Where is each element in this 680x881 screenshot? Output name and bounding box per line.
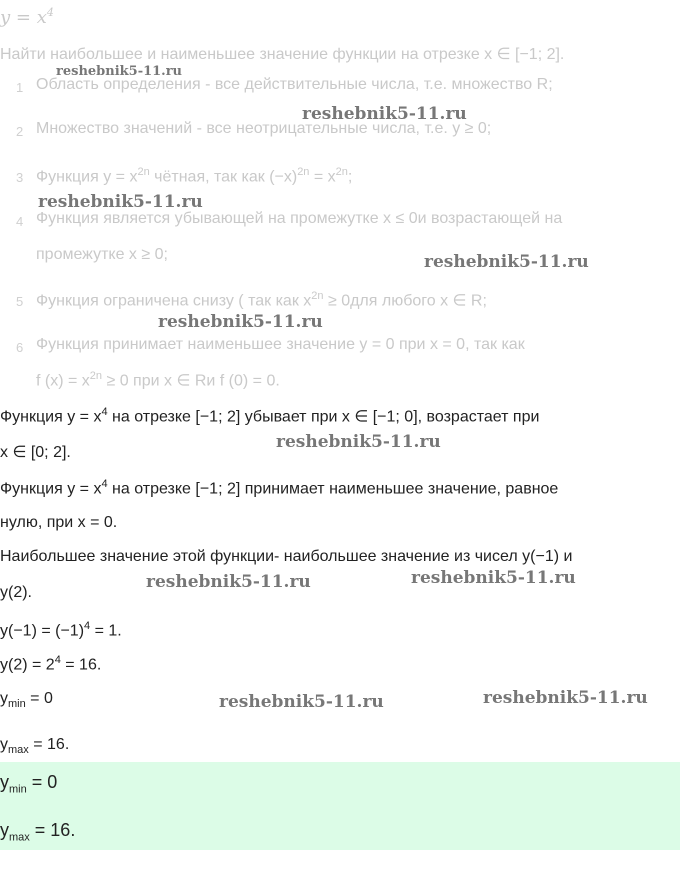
- task-statement: Найти наибольшее и наименьшее значение функции на отрезке x ∈ [−1; 2].: [0, 46, 565, 63]
- step-number: 5: [16, 294, 24, 309]
- watermark: reshebnik5-11.ru: [146, 572, 311, 592]
- watermark: reshebnik5-11.ru: [424, 252, 589, 272]
- step-text-cont: промежутке x ≥ 0;: [36, 246, 168, 263]
- step-text: Функция ограничена снизу ( так как $x^{2n} \ge 0для$ любого x ∈ R;: [36, 290, 487, 310]
- watermark: reshebnik5-11.ru: [483, 688, 648, 708]
- paragraph-2-cont: нулю, при x = 0.: [0, 514, 118, 531]
- ymin-result: $y_{min} = 0$: [0, 690, 53, 711]
- watermark: reshebnik5-11.ru: [56, 64, 183, 79]
- paragraph-3: Наибольшее значение этой функции- наибольшее значение из чисел y(−1) и: [0, 548, 573, 565]
- header-formula: $y = x^4$: [0, 6, 54, 28]
- paragraph-2: Функция $y = x^4$ на отрезке [−1; 2] принимает наименьшее значение, равное: [0, 478, 559, 498]
- watermark: reshebnik5-11.ru: [219, 692, 384, 712]
- paragraph-1: Функция $y = x^4$ на отрезке [−1; 2] убывает при x ∈ [−1; 0], возрастает при: [0, 406, 540, 426]
- ymax-result: $y_{max} = 16$.: [0, 736, 70, 757]
- step-number: 3: [16, 170, 24, 185]
- paragraph-3-cont: y(2).: [0, 584, 32, 601]
- watermark: reshebnik5-11.ru: [411, 568, 576, 588]
- step-text: Область определения - все действительные числа, т.е. множество R;: [36, 76, 553, 93]
- step-text: Функция является убывающей на промежутке x ≤ 0и возрастающей на: [36, 210, 563, 227]
- step-number: 2: [16, 124, 24, 139]
- step-number: 1: [16, 80, 24, 95]
- answer-ymin: $y_{min} = 0$: [0, 772, 58, 796]
- answer-ymax: $y_{max} = 16$.: [0, 820, 76, 844]
- equation-y-2: $y(2) = 2^4 = 16$.: [0, 654, 102, 674]
- watermark: reshebnik5-11.ru: [302, 104, 467, 124]
- step-number: 6: [16, 340, 24, 355]
- watermark: reshebnik5-11.ru: [38, 192, 203, 212]
- answer-box: [0, 762, 680, 850]
- watermark: reshebnik5-11.ru: [158, 312, 323, 332]
- step-text: Функция принимает наименьшее значение y = 0 при x = 0, так как: [36, 336, 525, 353]
- watermark: reshebnik5-11.ru: [276, 432, 441, 452]
- step-number: 4: [16, 214, 24, 229]
- step-text: Множество значений - все неотрицательные числа, т.е. y ≥ 0;: [36, 120, 492, 137]
- equation-y-minus-1: $y(-1) = (-1)^4 = 1$.: [0, 620, 122, 640]
- paragraph-1-cont: x ∈ [0; 2].: [0, 444, 71, 461]
- step-text: Функция $y = x^{2n}$ чётная, так как $(-x)^{2n} = x^{2n}$;: [36, 166, 353, 186]
- step-text-cont: f $(x) = x^{2n} \ge 0$ при x ∈ Rи f (0) = 0.: [36, 370, 280, 390]
